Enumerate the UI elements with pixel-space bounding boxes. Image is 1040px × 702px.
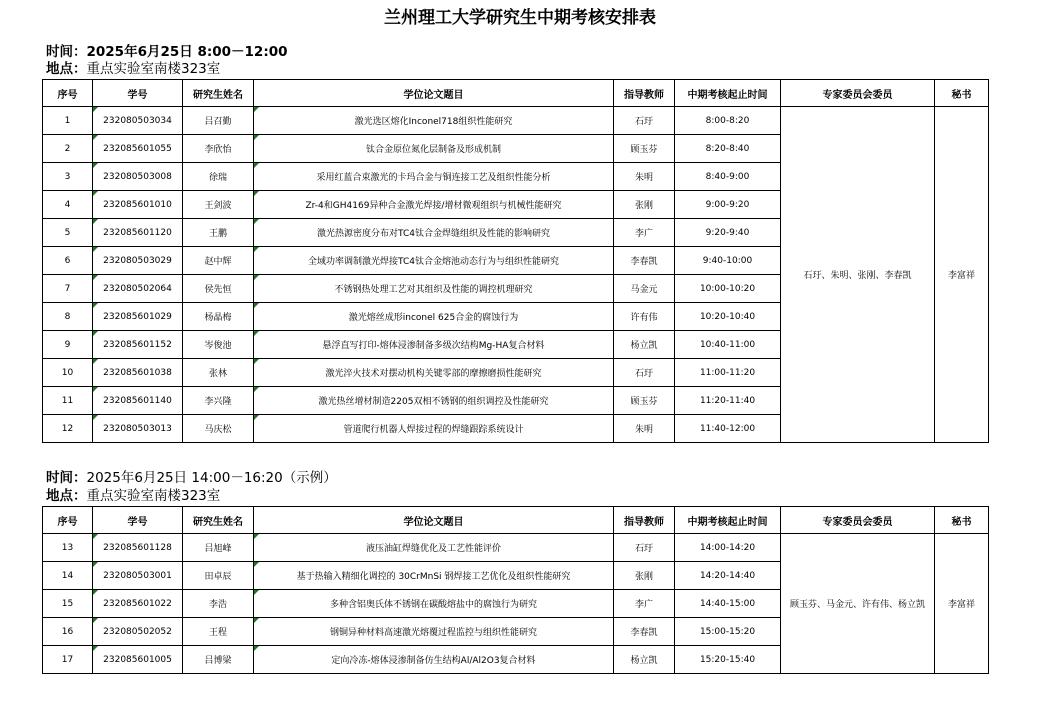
cell-name: 赵中辉 (183, 247, 254, 275)
cell-time: 8:40-9:00 (675, 163, 781, 191)
cell-thesis: 激光热丝增材制造2205双相不锈钢的组织调控及性能研究 (254, 387, 614, 415)
header-committee: 专家委员会委员 (781, 507, 935, 534)
header-thesis: 学位论文题目 (254, 507, 614, 534)
cell-thesis: 定向冷冻-熔体浸渗制备仿生结构Al/Al2O3复合材料 (254, 646, 614, 674)
cell-thesis: 液压油缸焊缝优化及工艺性能评价 (254, 534, 614, 562)
cell-no: 6 (43, 247, 93, 275)
cell-advisor: 朱明 (614, 163, 675, 191)
cell-advisor: 李广 (614, 219, 675, 247)
cell-no: 15 (43, 590, 93, 618)
cell-name: 田卓辰 (183, 562, 254, 590)
header-no: 序号 (43, 507, 93, 534)
cell-no: 8 (43, 303, 93, 331)
cell-thesis: 管道爬行机器人焊接过程的焊缝跟踪系统设计 (254, 415, 614, 443)
cell-thesis: 全域功率调制激光焊接TC4钛合金熔池动态行为与组织性能研究 (254, 247, 614, 275)
cell-advisor: 石玗 (614, 359, 675, 387)
session-2-time (46, 470, 337, 486)
session-2-place (46, 488, 220, 504)
cell-time: 8:00-8:20 (675, 107, 781, 135)
cell-thesis: 激光热源密度分布对TC4钛合金焊缝组织及性能的影响研究 (254, 219, 614, 247)
cell-student-id: 232080502064 (93, 275, 183, 303)
cell-time: 9:00-9:20 (675, 191, 781, 219)
cell-student-id: 232085601140 (93, 387, 183, 415)
cell-no: 10 (43, 359, 93, 387)
table-row (43, 107, 989, 135)
cell-no: 17 (43, 646, 93, 674)
place-value: 重点实验室南楼323室 (86, 61, 221, 77)
cell-name: 马庆松 (183, 415, 254, 443)
cell-name: 张林 (183, 359, 254, 387)
cell-student-id: 232085601055 (93, 135, 183, 163)
cell-advisor: 石玗 (614, 534, 675, 562)
cell-no: 4 (43, 191, 93, 219)
schedule-table-1 (42, 79, 989, 443)
cell-name: 王剑波 (183, 191, 254, 219)
cell-advisor: 顾玉芬 (614, 135, 675, 163)
cell-time: 11:20-11:40 (675, 387, 781, 415)
cell-student-id: 232085601029 (93, 303, 183, 331)
cell-time: 11:00-11:20 (675, 359, 781, 387)
session-1-time (46, 44, 288, 60)
place-value: 重点实验室南楼323室 (86, 488, 221, 504)
cell-time: 14:00-14:20 (675, 534, 781, 562)
cell-thesis: 激光选区熔化Inconel718组织性能研究 (254, 107, 614, 135)
committee-members: 石玗、朱明、张刚、李春凯 (781, 107, 935, 443)
cell-student-id: 232080503013 (93, 415, 183, 443)
header-name: 研究生姓名 (183, 507, 254, 534)
place-label: 地点： (46, 488, 87, 504)
cell-thesis: 激光熔丝成形inconel 625合金的腐蚀行为 (254, 303, 614, 331)
cell-student-id: 232080503029 (93, 247, 183, 275)
cell-no: 12 (43, 415, 93, 443)
cell-student-id: 232080502052 (93, 618, 183, 646)
cell-name: 李欣怡 (183, 135, 254, 163)
cell-time: 8:20-8:40 (675, 135, 781, 163)
cell-time: 10:20-10:40 (675, 303, 781, 331)
cell-time: 14:40-15:00 (675, 590, 781, 618)
cell-advisor: 李广 (614, 590, 675, 618)
header-no: 序号 (43, 80, 93, 107)
cell-thesis: 不锈钢热处理工艺对其组织及性能的调控机理研究 (254, 275, 614, 303)
time-label: 时间： (46, 470, 87, 486)
header-secretary: 秘书 (935, 507, 989, 534)
header-advisor: 指导教师 (614, 80, 675, 107)
cell-student-id: 232085601038 (93, 359, 183, 387)
cell-advisor: 顾玉芬 (614, 387, 675, 415)
cell-name: 岑俊池 (183, 331, 254, 359)
cell-name: 王程 (183, 618, 254, 646)
header-name: 研究生姓名 (183, 80, 254, 107)
cell-time: 15:20-15:40 (675, 646, 781, 674)
cell-no: 13 (43, 534, 93, 562)
cell-time: 14:20-14:40 (675, 562, 781, 590)
time-value: 2025年6月25日 8:00－12:00 (86, 44, 288, 60)
cell-time: 9:20-9:40 (675, 219, 781, 247)
session-1-place (46, 61, 220, 77)
secretary: 李富祥 (935, 534, 989, 674)
cell-thesis: 采用红蓝合束激光的卡玛合金与铜连接工艺及组织性能分析 (254, 163, 614, 191)
cell-advisor: 马金元 (614, 275, 675, 303)
cell-student-id: 232085601022 (93, 590, 183, 618)
cell-no: 2 (43, 135, 93, 163)
cell-thesis: 基于热输入精细化调控的 30CrMnSi 钢焊接工艺优化及组织性能研究 (254, 562, 614, 590)
cell-thesis: Zr-4和GH4169异种合金激光焊接/增材微观组织与机械性能研究 (254, 191, 614, 219)
cell-advisor: 李春凯 (614, 247, 675, 275)
cell-advisor: 杨立凯 (614, 646, 675, 674)
header-time: 中期考核起止时间 (675, 507, 781, 534)
cell-thesis: 悬浮直写打印-熔体浸渗制备多级次结构Mg-HA复合材料 (254, 331, 614, 359)
cell-name: 徐瑞 (183, 163, 254, 191)
header-time: 中期考核起止时间 (675, 80, 781, 107)
cell-no: 1 (43, 107, 93, 135)
cell-no: 5 (43, 219, 93, 247)
table-row (43, 534, 989, 562)
cell-no: 14 (43, 562, 93, 590)
cell-no: 9 (43, 331, 93, 359)
cell-student-id: 232080503034 (93, 107, 183, 135)
cell-name: 吕召勤 (183, 107, 254, 135)
committee-members: 顾玉芬、马金元、许有伟、杨立凯 (781, 534, 935, 674)
table-header-row (43, 80, 989, 107)
cell-time: 11:40-12:00 (675, 415, 781, 443)
cell-name: 侯先恒 (183, 275, 254, 303)
cell-student-id: 232080503008 (93, 163, 183, 191)
cell-advisor: 石玗 (614, 107, 675, 135)
cell-thesis: 激光淬火技术对摆动机构关键零部的摩擦磨损性能研究 (254, 359, 614, 387)
place-label: 地点： (46, 61, 87, 77)
cell-name: 李兴隆 (183, 387, 254, 415)
cell-name: 李浩 (183, 590, 254, 618)
cell-time: 10:40-11:00 (675, 331, 781, 359)
schedule-table-2 (42, 506, 989, 674)
cell-advisor: 许有伟 (614, 303, 675, 331)
cell-student-id: 232085601152 (93, 331, 183, 359)
cell-advisor: 张刚 (614, 191, 675, 219)
header-thesis: 学位论文题目 (254, 80, 614, 107)
header-student-id: 学号 (93, 80, 183, 107)
cell-advisor: 朱明 (614, 415, 675, 443)
cell-student-id: 232085601005 (93, 646, 183, 674)
document-title: 兰州理工大学研究生中期考核安排表 (384, 8, 656, 28)
cell-no: 3 (43, 163, 93, 191)
time-label: 时间： (46, 44, 87, 60)
secretary: 李富祥 (935, 107, 989, 443)
cell-name: 吕博梁 (183, 646, 254, 674)
cell-no: 16 (43, 618, 93, 646)
header-committee: 专家委员会委员 (781, 80, 935, 107)
cell-thesis: 多种含铝奥氏体不锈钢在碳酸熔盐中的腐蚀行为研究 (254, 590, 614, 618)
cell-time: 15:00-15:20 (675, 618, 781, 646)
cell-no: 7 (43, 275, 93, 303)
cell-student-id: 232085601010 (93, 191, 183, 219)
cell-name: 吕旭峰 (183, 534, 254, 562)
cell-time: 9:40-10:00 (675, 247, 781, 275)
cell-thesis: 钛合金原位氮化层制备及形成机制 (254, 135, 614, 163)
cell-advisor: 杨立凯 (614, 331, 675, 359)
header-secretary: 秘书 (935, 80, 989, 107)
cell-student-id: 232080503001 (93, 562, 183, 590)
cell-name: 杨晶梅 (183, 303, 254, 331)
header-advisor: 指导教师 (614, 507, 675, 534)
cell-student-id: 232085601120 (93, 219, 183, 247)
header-student-id: 学号 (93, 507, 183, 534)
cell-advisor: 张刚 (614, 562, 675, 590)
cell-no: 11 (43, 387, 93, 415)
time-value: 2025年6月25日 14:00－16:20（示例） (86, 470, 337, 486)
table-header-row (43, 507, 989, 534)
cell-time: 10:00-10:20 (675, 275, 781, 303)
cell-thesis: 钢铜异种材料高速激光熔覆过程监控与组织性能研究 (254, 618, 614, 646)
cell-name: 王鹏 (183, 219, 254, 247)
cell-student-id: 232085601128 (93, 534, 183, 562)
cell-advisor: 李春凯 (614, 618, 675, 646)
